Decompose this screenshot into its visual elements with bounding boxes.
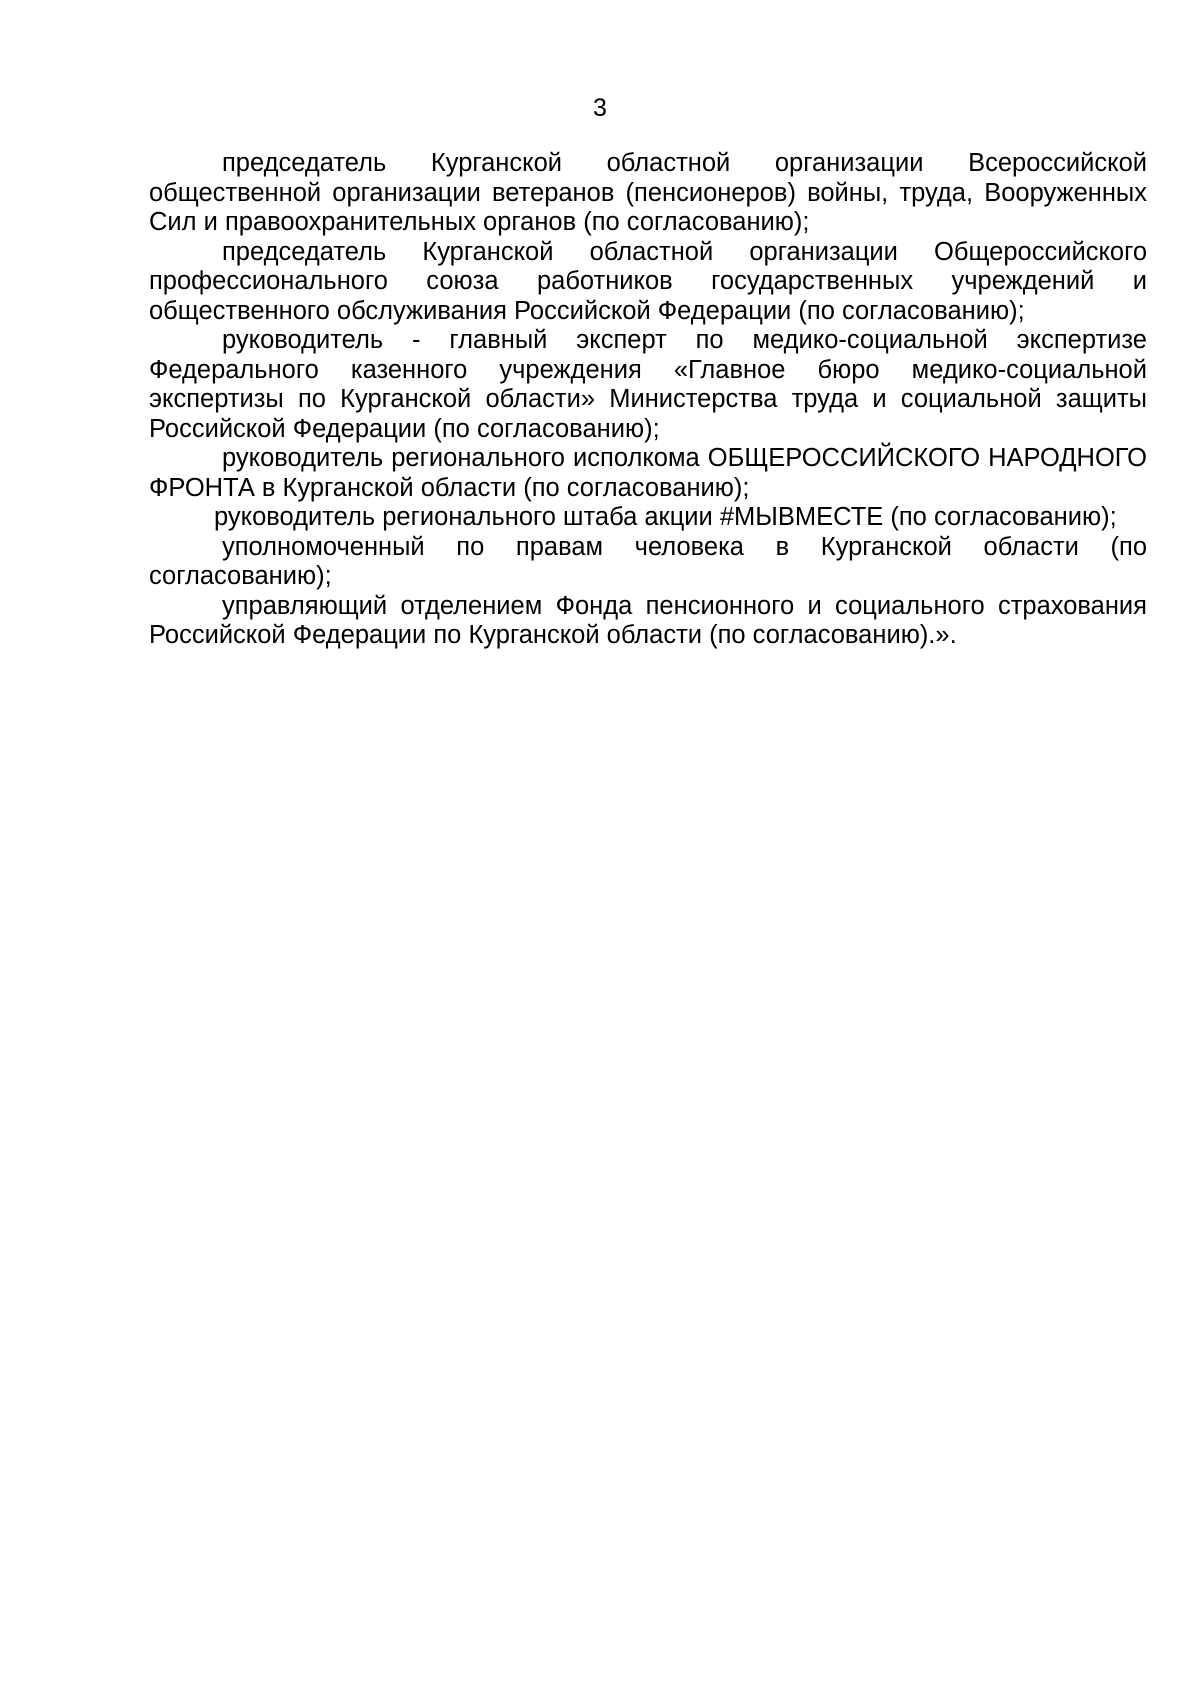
paragraph-medical-expertise-head: руководитель - главный эксперт по медико-социальной экспертизе Федерального казенного учреждения «Главное бюро медико-социальной экспертизы по Курганской области» Министерства труда и социальной защиты Российской Федерации (по согласованию); [149, 326, 1147, 443]
page-number: 3 [593, 94, 607, 122]
document-body [149, 149, 1147, 651]
paragraph-human-rights-ombudsman: уполномоченный по правам человека в Курганской области (по согласованию); [149, 532, 1147, 590]
paragraph-popular-front-head: руководитель регионального исполкома ОБЩЕРОССИЙСКОГО НАРОДНОГО ФРОНТА в Курганской области (по согласованию); [149, 444, 1147, 502]
paragraph-myvmeste-head: руководитель регионального штаба акции #МЫВМЕСТЕ (по согласованию); [214, 503, 1117, 531]
paragraph-veterans-organization-chair: председатель Курганской областной организации Всероссийской общественной организации ветеранов (пенсионеров) войны, труда, Вооруженных Сил и правоохранительных органов (по согласованию); [149, 149, 1147, 236]
paragraph-trade-union-chair: председатель Курганской областной организации Общероссийского профессионального союза работников государственных учреждений и общественного обслуживания Российской Федерации (по согласованию); [149, 237, 1147, 325]
paragraph-pension-fund-manager: управляющий отделением Фонда пенсионного и социального страхования Российской Федерации по Курганской области (по согласованию).». [149, 591, 1147, 649]
